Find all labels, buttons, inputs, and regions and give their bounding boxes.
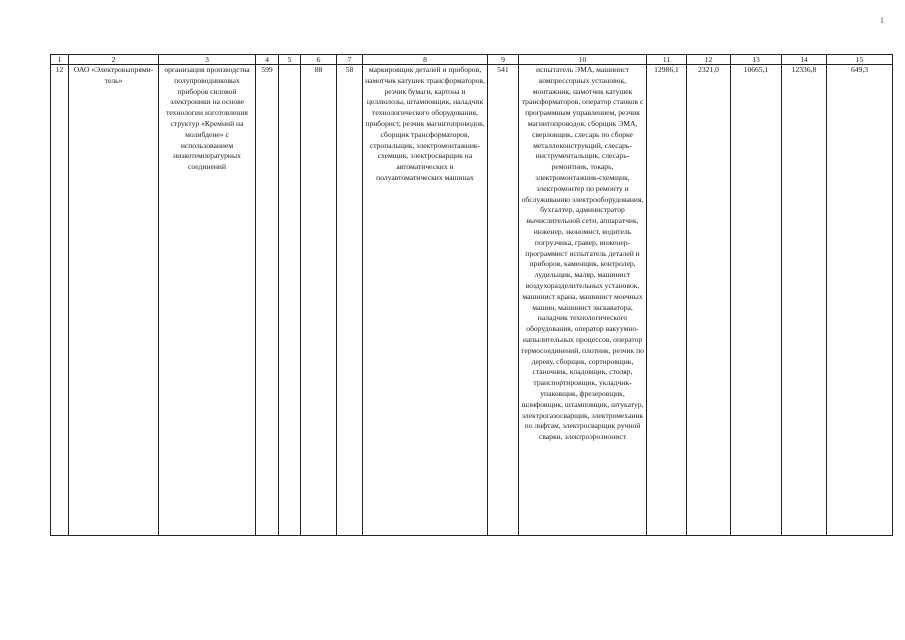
header-cell: 6 (301, 55, 337, 65)
header-cell: 11 (647, 55, 687, 65)
professions-list-col8: маркировщик деталей и приборов, намотчик катушек трансформаторов, резчик бумаги, картона и целлюлозы, штамповщик, наладчик технологического оборудования, приборист, резчик магнитопроводов, сборщик трансформаторов, стропальщик, электромонтажник-схемщик, электросварщик на автоматических и полуавтоматических машинах (363, 65, 488, 536)
document-table (50, 54, 893, 536)
project-description: организация производства полупроводниковых приборов силовой электроники на основе технологии изготовления структур «Кремний на молибдене» с использованием низкотемпературных соединений (159, 65, 256, 536)
header-cell: 15 (827, 55, 893, 65)
value-col5 (279, 65, 301, 536)
value-col9: 541 (488, 65, 519, 536)
header-cell: 12 (687, 55, 731, 65)
header-cell: 14 (782, 55, 827, 65)
table-row (51, 65, 893, 536)
value-col7: 58 (337, 65, 363, 536)
organization-name: ОАО «Электровыпрями-тель» (69, 65, 159, 536)
value-col14: 12336,8 (782, 65, 827, 536)
header-cell: 10 (519, 55, 647, 65)
value-col6: 88 (301, 65, 337, 536)
professions-list-col10: испытатель ЭМА, машинист компрессорных установок, монтажник, намотчик катушек трансформаторов, оператор станков с программным управлением, резчик магнитопроводов, сборщик ЭМА, сверловщик, слесарь по сборке металлоконструкций, слесарь-инструментальщик, слесарь-ремонтник, токарь, электромонтажник-схемщик, электромонтер по ремонту и обслуживанию электрооборудования, бухгалтер, администратор вычислительной сети, аппаратчик, инженер, экономист, водитель погрузчика, гравер, инженер-программист испытатель деталей и приборов, каменщик, контролер, лудильщик, маляр, машинист воздухоразделительных установок, машинист крана, машинист моечных машин, машинист экскаватора, наладчик технологического оборудования, оператор вакуумно-напылительных процессов, оператор термосоединений, плотник, резчик по дереву, сборщик, сортировщик, станочник, кладовщик, столяр, транспортировщик, укладчик-упаковщик, фрезеровщик, шлифовщик, штамповщик, штукатур, электрогазосварщик, электромеханик по лифтам, электросварщик ручной сварки, электроэрозионист (519, 65, 647, 536)
value-col4: 599 (256, 65, 279, 536)
header-cell: 7 (337, 55, 363, 65)
value-col11: 12986,1 (647, 65, 687, 536)
header-cell: 4 (256, 55, 279, 65)
row-number: 12 (51, 65, 69, 536)
header-cell: 3 (159, 55, 256, 65)
value-col13: 10665,1 (731, 65, 782, 536)
value-col12: 2321,0 (687, 65, 731, 536)
value-col15: 649,3 (827, 65, 893, 536)
header-cell: 9 (488, 55, 519, 65)
header-cell: 2 (69, 55, 159, 65)
page-number: 1 (880, 16, 884, 25)
header-cell: 1 (51, 55, 69, 65)
header-cell: 5 (279, 55, 301, 65)
header-cell: 8 (363, 55, 488, 65)
header-cell: 13 (731, 55, 782, 65)
header-row (51, 55, 893, 65)
